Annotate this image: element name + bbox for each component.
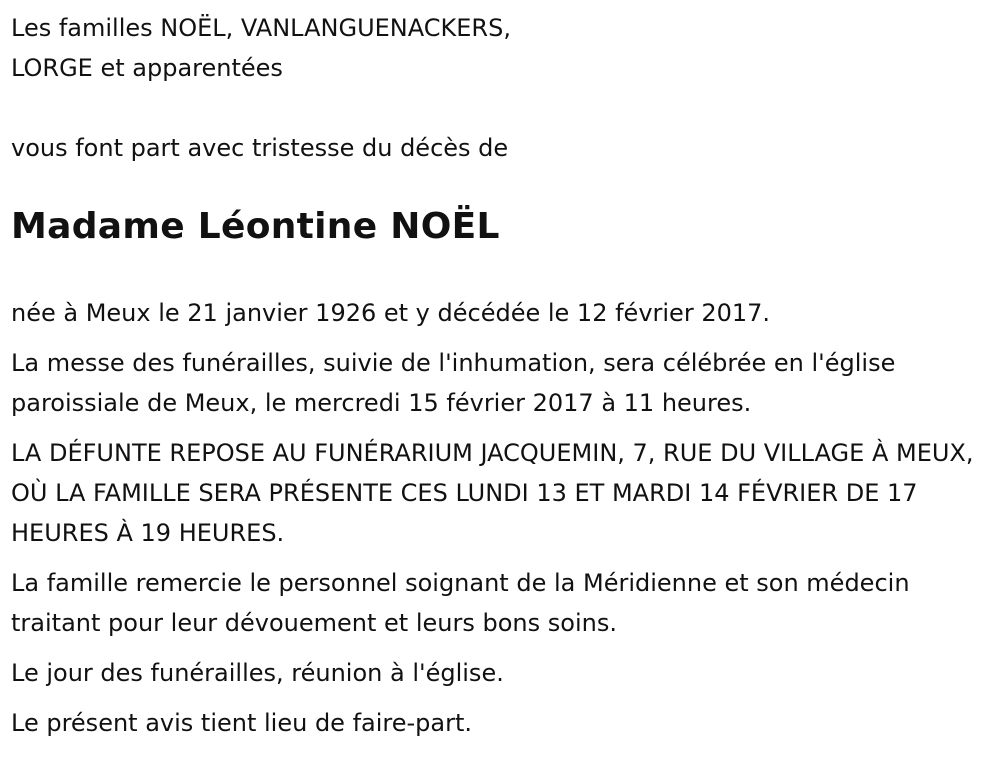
funerarium-info: LA DÉFUNTE REPOSE AU FUNÉRARIUM JACQUEMIN, 7, RUE DU VILLAGE À MEUX, OÙ LA FAMILLE SERA PRÉSENTE CES LUNDI 13 ET MARDI 14 FÉVRIER DE 17 HEURES À 19 HEURES. (11, 439, 974, 547)
intro-text: vous font part avec tristesse du décès de (11, 134, 509, 162)
funeral-mass-info: La messe des funérailles, suivie de l'inhumation, sera célébrée en l'église paroissiale de Meux, le mercredi 15 février 2017 à 11 heures. (11, 349, 896, 417)
families-line-1: Les familles NOËL, VANLANGUENACKERS, (11, 14, 511, 42)
thanks-paragraph: La famille remercie le personnel soignant de la Méridienne et son médecin traitant pour leur dévouement et leurs bons soins. (11, 569, 910, 637)
meeting-info: Le jour des funérailles, réunion à l'église. (11, 659, 504, 687)
birth-death-dates: née à Meux le 21 janvier 1926 et y décédée le 12 février 2017. (11, 299, 771, 327)
families-announcement (11, 8, 986, 88)
deceased-name: Madame Léontine NOËL (11, 206, 500, 247)
death-notice (11, 8, 986, 743)
families-line-2: LORGE et apparentées (11, 54, 283, 82)
closing-note: Le présent avis tient lieu de faire-part. (11, 709, 473, 737)
